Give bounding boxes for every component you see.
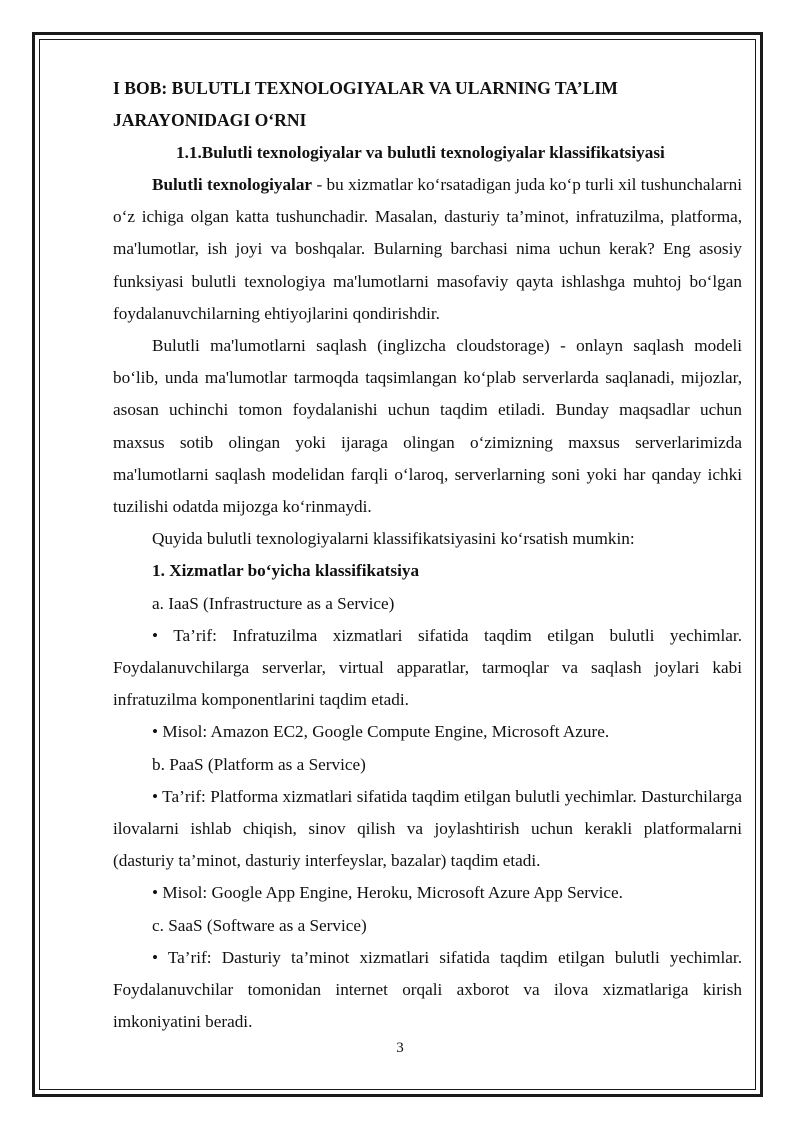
paragraph-definition [113,169,742,330]
iaas-example: • Misol: Amazon EC2, Google Compute Engine, Microsoft Azure. [152,722,610,742]
section-title: 1.1.Bulutli texnologiyalar va bulutli texnologiyalar klassifikatsiyasi [176,142,665,162]
heading-services-classification: 1. Xizmatlar bo‘yicha klassifikatsiya [152,561,420,581]
iaas-title: a. IaaS (Infrastructure as a Service) [152,593,395,613]
paragraph-definition-text: - bu xizmatlar ko‘rsatadigan juda ko‘p turli xil tushunchalarni o‘z ichiga olgan katta tushunchadir. Masalan, dasturiy ta’minot, infratuzilma, platforma, ma'lumotlar, ish joyi va boshqalar. Bularning barchasi nima uchun kerak? Eng asosiy funksiyasi bulutli texnologiya ma'lumotlarni masofaviy qayta ishlashga muhtoj bo‘lgan foydalanuvchilarning ehtiyojlarini qondirishdir. [113,175,742,323]
chapter-title-line1: I BOB: BULUTLI TEXNOLOGIYALAR VA ULARNING TA’LIM [113,78,618,98]
paas-example: • Misol: Google App Engine, Heroku, Microsoft Azure App Service. [152,883,623,903]
term-bulutli-texnologiyalar: Bulutli texnologiyalar [152,175,313,195]
paragraph-intro-classification: Quyida bulutli texnologiyalarni klassifikatsiyasini ko‘rsatish mumkin: [152,529,635,549]
saas-definition: • Ta’rif: Dasturiy ta’minot xizmatlari sifatida taqdim etilgan bulutli yechimlar. Foydalanuvchilar tomonidan internet orqali axborot va ilova xizmatlariga kirish imkoniyatini beradi. [113,947,742,1032]
iaas-definition: • Ta’rif: Infratuzilma xizmatlari sifatida taqdim etilgan bulutli yechimlar. Foydalanuvchilarga serverlar, virtual apparatlar, tarmoqlar va saqlash joylari kabi infratuzilma komponentlarini taqdim etadi. [113,625,742,710]
document-body [113,72,742,1039]
paas-definition: • Ta’rif: Platforma xizmatlari sifatida taqdim etilgan bulutli yechimlar. Dasturchilarga ilovalarni ishlab chiqish, sinov qilish va joylashtirish uchun kerakli platformalarni (dasturiy ta’minot, dasturiy interfeyslar, bazalar) taqdim etadi. [113,786,742,871]
chapter-title-line2: JARAYONIDAGI O‘RNI [113,110,307,131]
page-number: 3 [396,1040,404,1056]
paragraph-cloud-storage: Bulutli ma'lumotlarni saqlash (inglizcha cloudstorage) - onlayn saqlash modeli bo‘lib, unda ma'lumotlar tarmoqda taqsimlangan ko‘plab serverlarda saqlanadi, mijozlar, asosan uchinchi tomon foydalanishi uchun taqdim etiladi. Bunday maqsadlar uchun maxsus sotib olingan yoki ijaraga olingan o‘zimizning maxsus serverlarimizda ma'lumotlarni saqlash modelidan farqli o‘laroq, serverlarning soni yoki har qanday ichki tuzilishi odatda mijozga ko‘rinmaydi. [113,336,742,517]
saas-title: c. SaaS (Software as a Service) [152,915,367,935]
paas-title: b. PaaS (Platform as a Service) [152,754,366,774]
